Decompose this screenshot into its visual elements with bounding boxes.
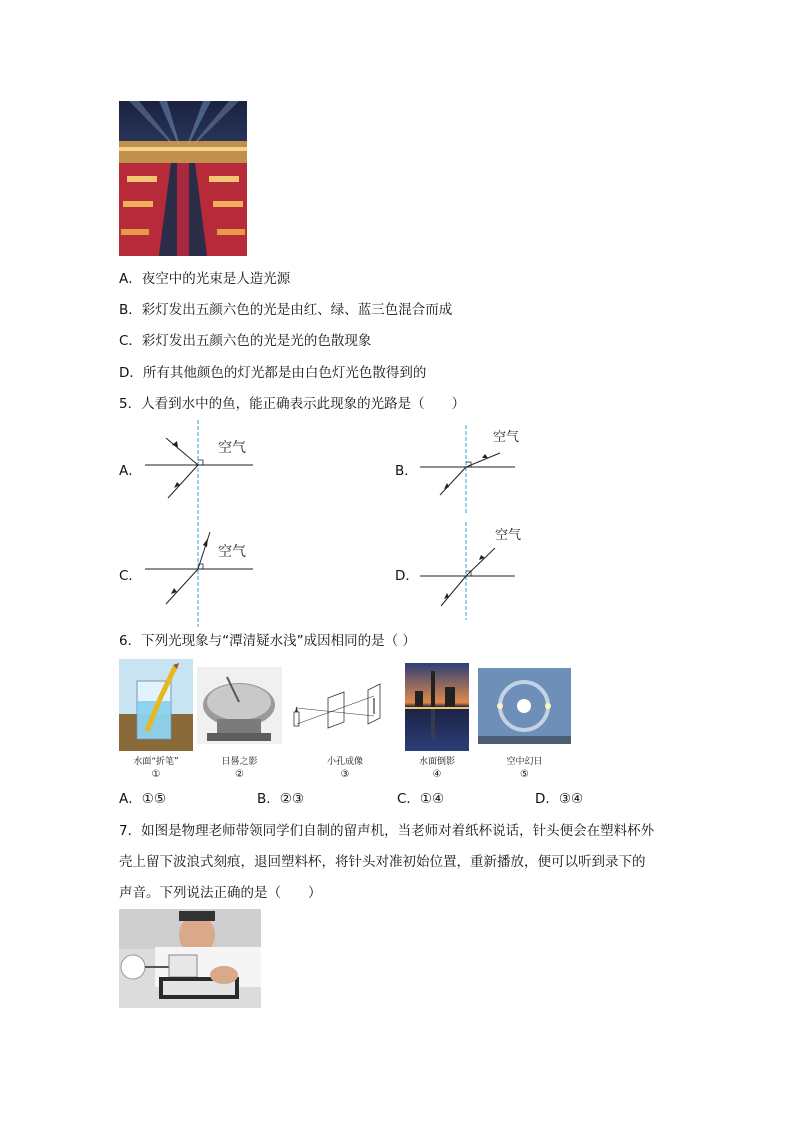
q5-label-d[interactable]: D． — [395, 568, 419, 584]
q5-diagram-b[interactable] — [415, 425, 525, 515]
q4-option-a[interactable]: A．夜空中的光束是人造光源 — [119, 271, 291, 287]
q6-option-a[interactable]: A．①⑤ — [119, 791, 166, 807]
arrow-icon — [479, 555, 485, 560]
q5-diagram-c[interactable] — [140, 522, 260, 627]
q6-option-b[interactable]: B．②③ — [257, 791, 304, 807]
ray — [466, 548, 495, 576]
caption-2: 日晷之影 — [221, 757, 258, 767]
q5-label-c[interactable]: C． — [119, 568, 142, 584]
q5-diagram-a[interactable] — [140, 420, 260, 520]
q4-option-c[interactable]: C．彩灯发出五颜六色的光是光的色散现象 — [119, 333, 372, 349]
q5-stem: 5．人看到水中的鱼，能正确表示此现象的光路是（ ） — [119, 396, 466, 412]
caption-3: 小孔成像 — [326, 757, 363, 767]
arrow-icon — [174, 482, 180, 488]
air-label: 空气 — [493, 430, 520, 445]
q4-option-d[interactable]: D．所有其他颜色的灯光都是由白色灯光色散得到的 — [119, 365, 427, 381]
q6-stem: 6．下列光现象与“潭清疑水浅”成因相同的是（ ） — [119, 633, 416, 649]
air-label: 空气 — [218, 544, 246, 560]
air-label: 空气 — [218, 440, 246, 456]
number-2: ② — [235, 769, 244, 780]
q7-line-2: 壳上留下波浪式刻痕，退回塑料杯，将针头对准初始位置，重新播放，便可以听到录下的 — [119, 854, 646, 870]
right-angle-icon — [198, 460, 203, 465]
ray — [440, 467, 466, 495]
caption-1: 水面“折笔” — [133, 757, 179, 767]
q5-label-b[interactable]: B． — [395, 463, 418, 479]
pinhole-camera-diagram[interactable] — [292, 678, 398, 740]
phonograph-photo — [119, 909, 261, 1008]
number-4: ④ — [432, 769, 442, 780]
q5-diagram-d[interactable] — [415, 522, 525, 620]
pencil-in-water-image[interactable] — [119, 659, 193, 751]
q7-line-3: 声音。下列说法正确的是（ ） — [119, 885, 322, 901]
caption-5: 空中幻日 — [506, 757, 543, 767]
q4-option-b[interactable]: B．彩灯发出五颜六色的光是由红、绿、蓝三色混合而成 — [119, 302, 453, 318]
arrow-icon — [444, 593, 449, 599]
arrow-icon — [482, 454, 488, 458]
number-5: ⑤ — [520, 769, 529, 780]
sundial-image[interactable] — [197, 667, 282, 744]
night-light-show-photo — [119, 101, 247, 256]
q7-line-1: 7．如图是物理老师带领同学们自制的留声机，当老师对着纸杯说话，针头便会在塑料杯外 — [119, 823, 655, 839]
ray — [166, 569, 198, 604]
caption-4: 水面倒影 — [418, 757, 455, 767]
q6-option-c[interactable]: C．①④ — [397, 791, 445, 807]
q6-option-d[interactable]: D．③④ — [535, 791, 584, 807]
ray — [168, 465, 198, 498]
ray — [166, 438, 198, 465]
number-1: ① — [151, 769, 161, 780]
air-label: 空气 — [495, 528, 522, 543]
ray — [198, 532, 210, 569]
arrow-icon — [203, 538, 208, 547]
ray — [441, 576, 466, 606]
number-3: ③ — [340, 769, 350, 780]
sun-halo-image[interactable] — [478, 668, 571, 744]
water-reflection-image[interactable] — [405, 663, 469, 751]
q5-label-a[interactable]: A． — [119, 463, 142, 479]
